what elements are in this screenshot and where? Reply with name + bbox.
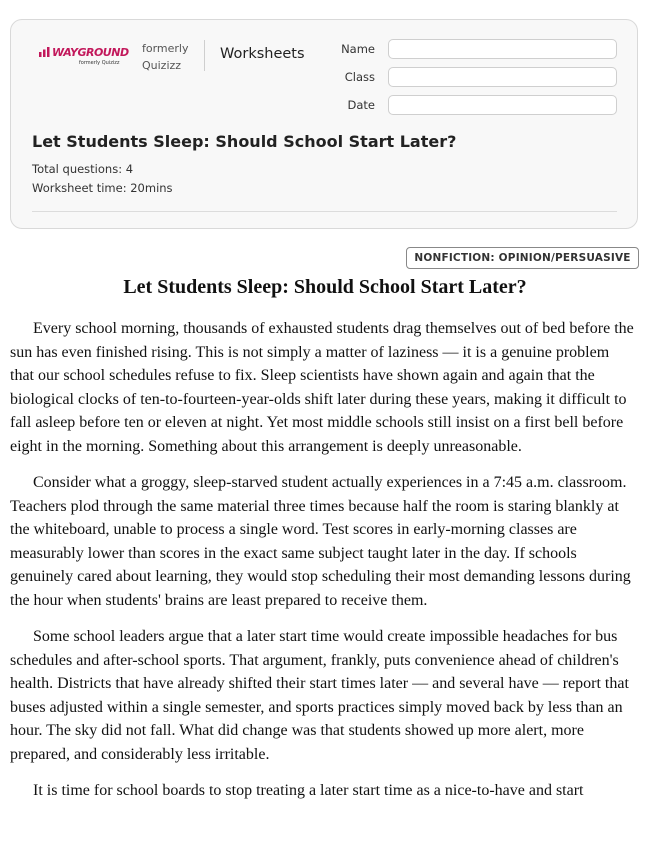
logo-subtext: formerly Quizizz [79, 60, 120, 66]
worksheet-time: Worksheet time: 20mins [32, 181, 173, 195]
article-paragraph: It is time for school boards to stop treating a later start time as a nice-to-have and start [33, 781, 584, 799]
wayground-logo [39, 46, 129, 70]
article-body [10, 317, 636, 815]
worksheet-title: Let Students Sleep: Should School Start Later? [32, 132, 457, 151]
logo-mark-icon [39, 47, 51, 57]
worksheet-header-card [10, 19, 638, 229]
class-input[interactable] [388, 67, 617, 87]
section-title: Worksheets [220, 46, 305, 62]
name-input[interactable] [388, 39, 617, 59]
date-input[interactable] [388, 95, 617, 115]
name-label: Name [341, 42, 375, 56]
article-title: Let Students Sleep: Should School Start Later? [123, 276, 527, 298]
genre-badge: NONFICTION: OPINION/PERSUASIVE [406, 247, 639, 269]
total-questions: Total questions: 4 [32, 162, 134, 176]
formerly-quizizz-text: formerly Quizizz [142, 42, 189, 72]
class-label: Class [344, 70, 375, 84]
article-paragraph: Consider what a groggy, sleep-starved student actually experiences in a 7:45 a.m. classroom. Teachers plod through the same material three times because half the room is staring blankly at the whiteboard, unable to process a single word. Test scores in early-morning classes are measurably lower than scores in the exact same subject taught later in the day. If schools genuinely cared about learning, they would stop scheduling their most demanding lessons during the hour when students' brains are least prepared to receive them. [10, 473, 631, 609]
article-paragraph: Some school leaders argue that a later start time would create impossible headaches for bus schedules and after-school sports. That argument, frankly, puts convenience ahead of children's health. Districts that have already shifted their start times later — and several have — report that buses adjusted within a single semester, and sports practices simply moved back by less than an hour. The sky did not fall. What did change was that students showed up more alert, more prepared, and considerably less irritable. [10, 627, 629, 763]
header-rule [32, 211, 617, 212]
date-label: Date [347, 98, 375, 112]
header-divider [204, 40, 205, 71]
logo-wordmark: WAYGROUND [52, 46, 129, 59]
article-paragraph: Every school morning, thousands of exhausted students drag themselves out of bed before the sun has even finished rising. This is not simply a matter of laziness — it is a genuine problem that our school schedules refuse to fix. Sleep scientists have shown again and again that the biological clocks of ten-to-fourteen-year-olds shift later during these years, making it difficult to fall asleep before ten or eleven at night. Yet most middle schools still insist on a first bell before eight in the morning. Something about this arrangement is deeply unreasonable. [10, 320, 634, 455]
